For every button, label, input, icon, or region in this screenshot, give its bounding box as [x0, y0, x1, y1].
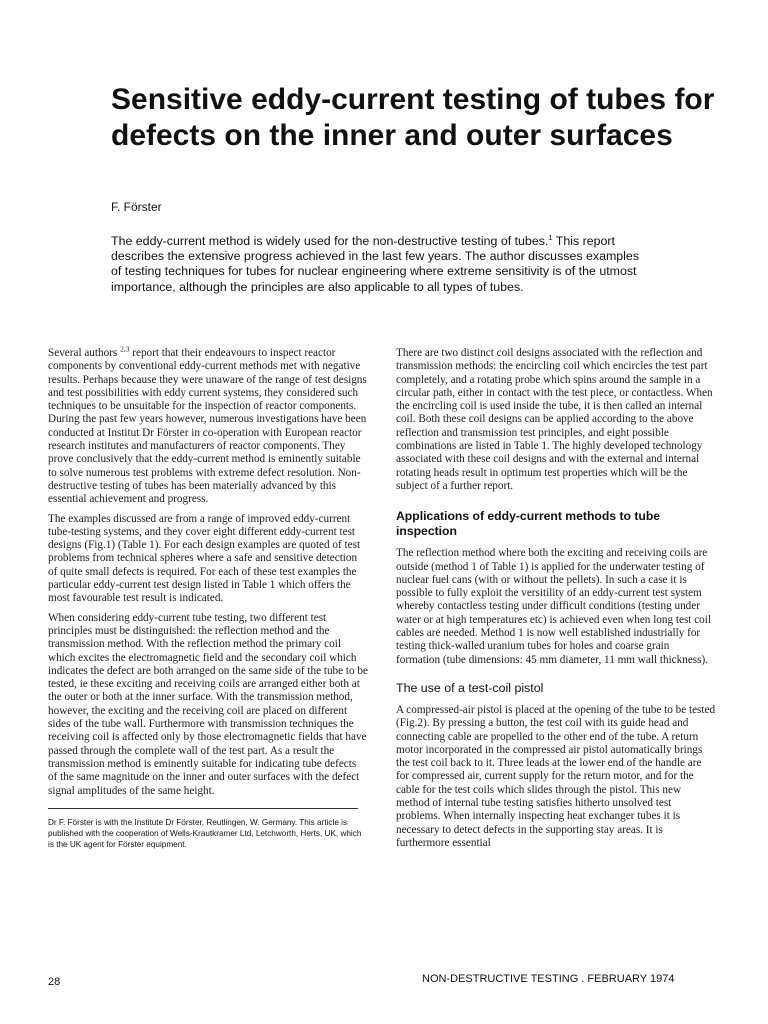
abstract-text-rest: This report describes the extensive progress achieved in the last few years. The author discusses examples of testing techniques for tubes for nuclear engineering where extreme sensitivity is of the utmost importance, although the principles are also applicable to all types of tubes.: [111, 234, 640, 294]
right-paragraph-2: The reflection method where both the exciting and receiving coils are outside (method 1 of Table 1) is applied for the underwater testing of nuclear fuel cans (with or without the pellets). In such a case it is possible to fully exploit the versitility of an eddy-current test system whereby contactless testing under difficult conditions (testing under water or at high temperatures etc) is achieved even when long test coil cables are needed. Method 1 is now well established industrially for testing thick-walled uranium tubes for holes and coarse grain formation (tube dimensions: 45 mm diameter, 11 mm wall thickness).: [396, 547, 711, 666]
left-p1-start: Several authors: [48, 347, 121, 359]
journal-footer: NON-DESTRUCTIVE TESTING . FEBRUARY 1974: [422, 973, 675, 985]
right-column: [396, 347, 716, 856]
section-heading-test-coil-pistol: The use of a test-coil pistol: [396, 680, 544, 695]
article-abstract: [111, 234, 643, 295]
left-p1-rest: report that their endeavours to inspect reactor components by conventional eddy-current methods met with negative results. Perhaps because they were unaware of the range of test designs and test possibilities with eddy current systems, they considered such techniques to be unsuitable for the inspection of reactor components. During the past few years however, numerous investigations have been conducted at Institut Dr Förster in co-operation with European reactor research institutes and manufacturers of reactor components. They prove conclusively that the eddy-current method is eminently suitable to solve numerous test problems with extreme defect resolution. Non-destructive testing of tubes has been materially advanced by this essential achievement and progress.: [48, 347, 367, 506]
abstract-text: The eddy-current method is widely used for the non-destructive testing of tubes.: [111, 234, 549, 248]
article-title: Sensitive eddy-current testing of tubes for defects on the inner and outer surfaces: [111, 83, 715, 152]
section-heading-applications: Applications of eddy-current methods to tube inspection: [396, 509, 661, 539]
left-paragraph-3: When considering eddy-current tube testing, two different test principles must be distinguished: the reflection method and the transmission method. With the reflection method the primary coil which excites the electromagnetic field and the secondary coil which indicates the defect are both arranged on the same side of the tube to be tested, ie these exciting and receiving coils are arranged either both at the outer or both at the inner surface. With the transmission method, however, the exciting and the receiving coil are placed on different sides of the tube wall. Furthermore with transmission techniques the receiving coil is affected only by those electromagnetic fields that have passed through the complete wall of the test part. As a result the transmission method is eminently suitable for indicating tube defects of the same magnitude on the inner and outer surfaces with the defect signal amplitudes of the same height.: [48, 611, 368, 797]
footnote-divider: [48, 808, 358, 809]
abstract-reference: 1: [548, 232, 553, 242]
right-paragraph-3: A compressed-air pistol is placed at the opening of the tube to be tested (Fig.2). By pressing a button, the test coil with its guide head and connecting cable are propelled to the other end of the tube. A return motor incorporated in the compressed air pistol automatically brings the test coil back to it. Three leads at the lower end of the handle are for compressed air, current supply for the return motor, and for the cable for the test coils which slides through the pistol. This new method of internal tube testing satisfies hitherto unsolved test problems. When internally inspecting heat exchanger tubes it is necessary to detect defects in the supporting stay areas. It is furthermore essential: [396, 703, 716, 849]
article-author: F. Förster: [111, 200, 162, 214]
left-column: [48, 344, 368, 856]
page-number: 28: [48, 976, 61, 988]
right-paragraph-1: There are two distinct coil designs associated with the reflection and transmission methods: the encircling coil which encircles the test part completely, and a rotating probe which spins around the sample in a circular path, either in contact with the test piece, or contactless. When the encircling coil is used inside the tube, it is then called an internal coil. Both these coil designs can be applied according to the above reflection and transmission test principles, and eight possible combinations are listed in Table 1. The highly developed technology associated with these coil designs and with the external and internal rotating heads result in optimum test properties which will be the subject of a further report.: [396, 347, 713, 492]
left-paragraph-1: [48, 344, 368, 507]
left-paragraph-2: The examples discussed are from a range of improved eddy-current tube-testing systems, and they cover eight different eddy-current test designs (Fig.1) (Table 1). For each design examples are quoted of test problems from technical spheres where a safe and sensitive detection of quite small defects is required. For each of these test examples the particular eddy-current test design listed in Table 1 which offers the most favourable test result is indicated.: [48, 512, 361, 605]
left-p1-reference: 2,3: [120, 344, 130, 354]
author-footnote: Dr F. Förster is with the Institute Dr Förster, Reutlingen, W. Germany. This article is published with the cooperation of Wells-Krautkramer Ltd, Letchworth, Herts, UK, which is the UK agent for Förster equipment.: [48, 817, 362, 849]
